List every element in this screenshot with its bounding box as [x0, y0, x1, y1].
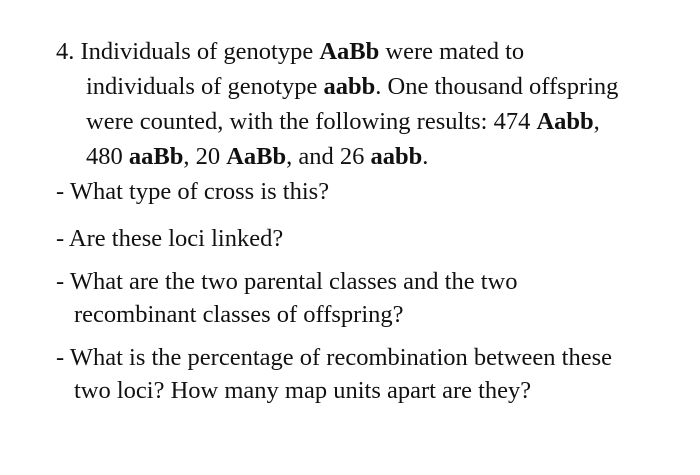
genotype-bold: AaBb [319, 38, 380, 65]
question-text: - What are the two parental classes and the two [56, 268, 518, 295]
question-text: two loci? How many map units apart are they? [74, 377, 532, 404]
question-text: - What is the percentage of recombination between these [56, 344, 613, 371]
genotype-bold: Aabb [536, 108, 594, 135]
problem-line-2 [56, 69, 686, 104]
problem-line-4 [56, 139, 686, 174]
problem-text: were counted, with the following results: 474 [86, 108, 537, 135]
question-text: - What type of cross is this? [56, 178, 330, 205]
problem-number: 4. [56, 38, 75, 65]
genotype-bold: AaBb [226, 143, 287, 170]
problem-text: Individuals of genotype [80, 38, 320, 65]
problem-text: individuals of genotype [86, 73, 324, 100]
genotype-bold: aabb [323, 73, 376, 100]
question-text: recombinant classes of offspring? [74, 301, 404, 328]
genotype-bold: aaBb [128, 143, 184, 170]
problem-text: . One thousand offspring [375, 73, 619, 100]
problem-text: . [422, 143, 429, 170]
question-2 [56, 222, 686, 255]
problem-statement [56, 34, 686, 174]
question-1 [56, 175, 686, 208]
problem-line-1 [56, 34, 686, 69]
problem-text: , and 26 [286, 143, 371, 170]
question-4 [56, 341, 686, 407]
genotype-bold: aabb [370, 143, 423, 170]
question-3 [56, 265, 686, 331]
problem-line-3 [56, 104, 686, 139]
question-text: - Are these loci linked? [56, 225, 284, 252]
problem-text: were mated to [379, 38, 525, 65]
problem-text: , 20 [183, 143, 227, 170]
problem-text: , [593, 108, 600, 135]
problem-text: 480 [86, 143, 129, 170]
